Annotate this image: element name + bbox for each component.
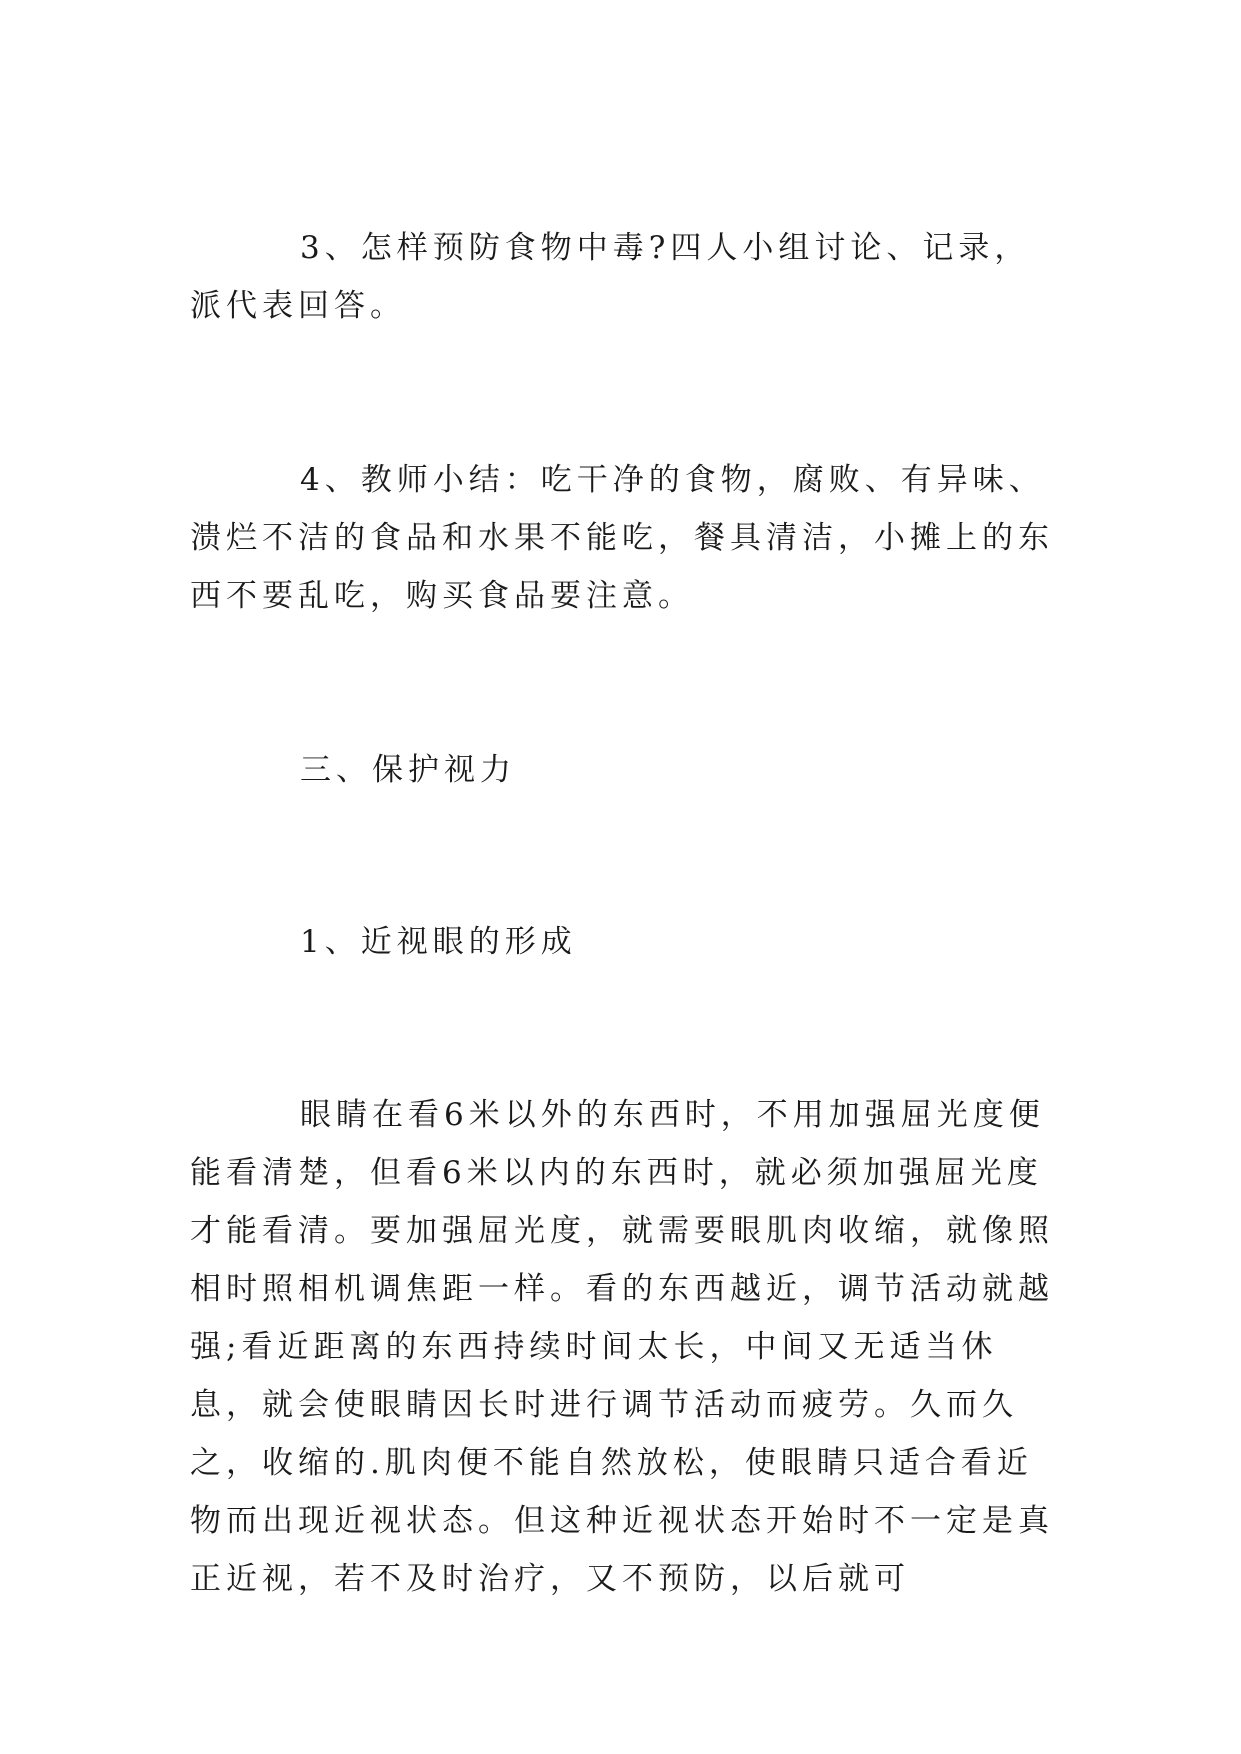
section-heading-protect-vision: 三、保护视力: [300, 752, 516, 788]
paragraph-food-poisoning-question: 3、怎样预防食物中毒?四人小组讨论、记录，派代表回答。: [190, 230, 1031, 324]
paragraph-myopia-explanation: 眼睛在看6米以外的东西时，不用加强屈光度便能看清楚，但看6米以内的东西时，就必须加强屈光度才能看清。要加强屈光度，就需要眼肌肉收缩，就像照相时照相机调焦距一样。看的东西越近，调节活动就越强;看近距离的东西持续时间太长，中间又无适当休息，就会使眼睛因长时进行调节活动而疲劳。久而久之，收缩的.肌肉便不能自然放松，使眼睛只适合看近物而出现近视状态。但这种近视状态开始时不一定是真正近视，若不及时治疗，又不预防，以后就可: [190, 1097, 1054, 1597]
paragraph-teacher-summary: 4、教师小结：吃干净的食物，腐败、有异味、溃烂不洁的食品和水果不能吃，餐具清洁，小摊上的东西不要乱吃，购买食品要注意。: [190, 462, 1054, 614]
subheading-myopia-formation: 1、近视眼的形成: [300, 924, 577, 960]
